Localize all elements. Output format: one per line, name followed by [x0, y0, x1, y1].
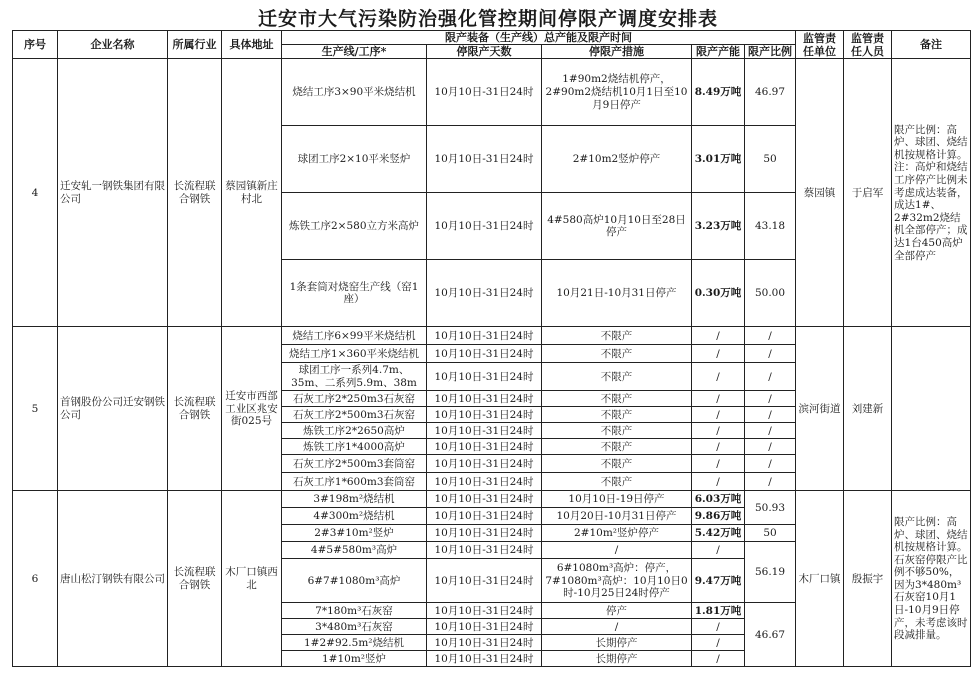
measure-cell: 不限产: [542, 439, 692, 455]
measure-cell: 2#10m2竖炉停产: [542, 126, 692, 193]
ratio-cell: /: [745, 327, 796, 345]
days-cell: 10月10日-31日24时: [427, 619, 542, 635]
header-unit: 监管责任单位: [796, 31, 844, 59]
line-cell: 3#198m²烧结机: [282, 491, 427, 508]
line-cell: 4#300m²烧结机: [282, 508, 427, 525]
supervision-person: 殷振宇: [844, 491, 892, 667]
company-seq: 5: [13, 327, 58, 491]
table-row: [13, 59, 971, 126]
days-cell: 10月10日-31日24时: [427, 193, 542, 260]
measure-cell: 停产: [542, 603, 692, 619]
measure-cell: 不限产: [542, 345, 692, 363]
header-ratio: 限产比例: [745, 45, 796, 59]
capacity-cell: /: [692, 407, 745, 423]
supervision-unit: 蔡园镇: [796, 59, 844, 327]
capacity-cell: 3.01万吨: [692, 126, 745, 193]
measure-cell: 不限产: [542, 327, 692, 345]
supervision-unit: 木厂口镇: [796, 491, 844, 667]
company-industry: 长流程联合钢铁: [168, 59, 222, 327]
header-line: 生产线/工序*: [282, 45, 427, 59]
measure-cell: /: [542, 619, 692, 635]
line-cell: 炼铁工序2*2650高炉: [282, 423, 427, 439]
ratio-cell: /: [745, 423, 796, 439]
line-cell: 6#7#1080m³高炉: [282, 559, 427, 603]
line-cell: 1#10m²竖炉: [282, 651, 427, 667]
days-cell: 10月10日-31日24时: [427, 439, 542, 455]
capacity-cell: 6.03万吨: [692, 491, 745, 508]
company-name: 首钢股份公司迁安钢铁公司: [58, 327, 168, 491]
note-cell: 限产比例：高炉、球团、烧结机按规格计算。石灰窑停限产比例不够50%，因为3*480m³石灰窑10月1日-10月9日停产，未考虑该时段减排量。: [892, 491, 971, 667]
line-cell: 球团工序一系列4.7m、35m、二系列5.9m、38m: [282, 363, 427, 391]
ratio-cell: 46.97: [745, 59, 796, 126]
company-seq: 6: [13, 491, 58, 667]
line-cell: 2#3#10m²竖炉: [282, 525, 427, 542]
company-industry: 长流程联合钢铁: [168, 327, 222, 491]
capacity-cell: /: [692, 635, 745, 651]
ratio-cell: /: [745, 363, 796, 391]
note-cell: 限产比例：高炉、球团、烧结机按规格计算。注：高炉和烧结工序停产比例未考虑成达装备，成达1#、2#32m2烧结机全部停产；成达1台450高炉全部停产: [892, 59, 971, 327]
line-cell: 烧结工序6×99平米烧结机: [282, 327, 427, 345]
line-cell: 7*180m³石灰窑: [282, 603, 427, 619]
header-seq: 序号: [13, 31, 58, 59]
capacity-cell: /: [692, 473, 745, 491]
line-cell: 1#2#92.5m²烧结机: [282, 635, 427, 651]
measure-cell: 6#1080m³高炉：停产，7#1080m³高炉：10月10日0时-10月25日24时停产: [542, 559, 692, 603]
header-group: 限产装备（生产线）总产能及限产时间: [282, 31, 796, 45]
company-industry: 长流程联合钢铁: [168, 491, 222, 667]
company-name: 迁安轧一钢铁集团有限公司: [58, 59, 168, 327]
capacity-cell: 8.49万吨: [692, 59, 745, 126]
ratio-cell: 50.93: [745, 491, 796, 525]
supervision-person: 刘建新: [844, 327, 892, 491]
days-cell: 10月10日-31日24时: [427, 423, 542, 439]
days-cell: 10月10日-31日24时: [427, 59, 542, 126]
days-cell: 10月10日-31日24时: [427, 603, 542, 619]
company-address: 蔡园镇新庄村北: [222, 59, 282, 327]
measure-cell: 不限产: [542, 473, 692, 491]
header-capacity: 限产产能: [692, 45, 745, 59]
line-cell: 球团工序2×10平米竖炉: [282, 126, 427, 193]
line-cell: 石灰工序2*500m3套筒窑: [282, 455, 427, 473]
days-cell: 10月10日-31日24时: [427, 508, 542, 525]
ratio-cell: 50.00: [745, 260, 796, 327]
measure-cell: 不限产: [542, 407, 692, 423]
measure-cell: 10月21日-10月31日停产: [542, 260, 692, 327]
company-seq: 4: [13, 59, 58, 327]
supervision-person: 于启军: [844, 59, 892, 327]
days-cell: 10月10日-31日24时: [427, 260, 542, 327]
line-cell: 4#5#580m³高炉: [282, 542, 427, 559]
table-row: [13, 491, 971, 508]
capacity-cell: 9.86万吨: [692, 508, 745, 525]
header-person: 监管责任人员: [844, 31, 892, 59]
capacity-cell: /: [692, 542, 745, 559]
measure-cell: 长期停产: [542, 651, 692, 667]
header-note: 备注: [892, 31, 971, 59]
schedule-table: [12, 30, 971, 667]
capacity-cell: 5.42万吨: [692, 525, 745, 542]
capacity-cell: /: [692, 619, 745, 635]
measure-cell: 4#580高炉10月10日至28日停产: [542, 193, 692, 260]
days-cell: 10月10日-31日24时: [427, 407, 542, 423]
measure-cell: 1#90m2烧结机停产，2#90m2烧结机10月1日至10月9日停产: [542, 59, 692, 126]
measure-cell: 不限产: [542, 391, 692, 407]
ratio-cell: 46.67: [745, 603, 796, 667]
company-address: 迁安市西部工业区兆安街025号: [222, 327, 282, 491]
capacity-cell: 0.30万吨: [692, 260, 745, 327]
measure-cell: 不限产: [542, 455, 692, 473]
ratio-cell: 43.18: [745, 193, 796, 260]
line-cell: 3*480m³石灰窑: [282, 619, 427, 635]
line-cell: 炼铁工序1*4000高炉: [282, 439, 427, 455]
supervision-unit: 滨河街道: [796, 327, 844, 491]
ratio-cell: /: [745, 407, 796, 423]
days-cell: 10月10日-31日24时: [427, 473, 542, 491]
days-cell: 10月10日-31日24时: [427, 651, 542, 667]
header-company: 企业名称: [58, 31, 168, 59]
days-cell: 10月10日-31日24时: [427, 363, 542, 391]
measure-cell: 10月10日-19日停产: [542, 491, 692, 508]
days-cell: 10月10日-31日24时: [427, 525, 542, 542]
line-cell: 烧结工序1×360平米烧结机: [282, 345, 427, 363]
capacity-cell: /: [692, 455, 745, 473]
capacity-cell: 9.47万吨: [692, 559, 745, 603]
days-cell: 10月10日-31日24时: [427, 542, 542, 559]
line-cell: 石灰工序2*250m3石灰窑: [282, 391, 427, 407]
measure-cell: 不限产: [542, 363, 692, 391]
ratio-cell: /: [745, 439, 796, 455]
note-cell: [892, 327, 971, 491]
ratio-cell: /: [745, 391, 796, 407]
days-cell: 10月10日-31日24时: [427, 635, 542, 651]
capacity-cell: /: [692, 327, 745, 345]
days-cell: 10月10日-31日24时: [427, 126, 542, 193]
line-cell: 1条套筒对烧窑生产线（窑1座）: [282, 260, 427, 327]
measure-cell: 长期停产: [542, 635, 692, 651]
company-address: 木厂口镇西北: [222, 491, 282, 667]
days-cell: 10月10日-31日24时: [427, 559, 542, 603]
days-cell: 10月10日-31日24时: [427, 391, 542, 407]
header-industry: 所属行业: [168, 31, 222, 59]
ratio-cell: /: [745, 455, 796, 473]
capacity-cell: /: [692, 363, 745, 391]
measure-cell: 不限产: [542, 423, 692, 439]
ratio-cell: 50: [745, 525, 796, 542]
line-cell: 石灰工序2*500m3石灰窑: [282, 407, 427, 423]
days-cell: 10月10日-31日24时: [427, 327, 542, 345]
ratio-cell: /: [745, 473, 796, 491]
capacity-cell: /: [692, 651, 745, 667]
measure-cell: 10月20日-10月31日停产: [542, 508, 692, 525]
ratio-cell: 50: [745, 126, 796, 193]
capacity-cell: 3.23万吨: [692, 193, 745, 260]
table-row: [13, 327, 971, 345]
line-cell: 炼铁工序2×580立方米高炉: [282, 193, 427, 260]
days-cell: 10月10日-31日24时: [427, 345, 542, 363]
company-name: 唐山松汀钢铁有限公司: [58, 491, 168, 667]
capacity-cell: /: [692, 391, 745, 407]
measure-cell: 2#10m²竖炉停产: [542, 525, 692, 542]
header-measures: 停限产措施: [542, 45, 692, 59]
page-title: 迁安市大气污染防治强化管控期间停限产调度安排表: [257, 8, 718, 30]
capacity-cell: 1.81万吨: [692, 603, 745, 619]
ratio-cell: 56.19: [745, 542, 796, 603]
header-days: 停限产天数: [427, 45, 542, 59]
measure-cell: /: [542, 542, 692, 559]
line-cell: 烧结工序3×90平米烧结机: [282, 59, 427, 126]
header-address: 具体地址: [222, 31, 282, 59]
days-cell: 10月10日-31日24时: [427, 455, 542, 473]
capacity-cell: /: [692, 439, 745, 455]
ratio-cell: /: [745, 345, 796, 363]
line-cell: 石灰工序1*600m3套筒窑: [282, 473, 427, 491]
capacity-cell: /: [692, 423, 745, 439]
days-cell: 10月10日-31日24时: [427, 491, 542, 508]
capacity-cell: /: [692, 345, 745, 363]
